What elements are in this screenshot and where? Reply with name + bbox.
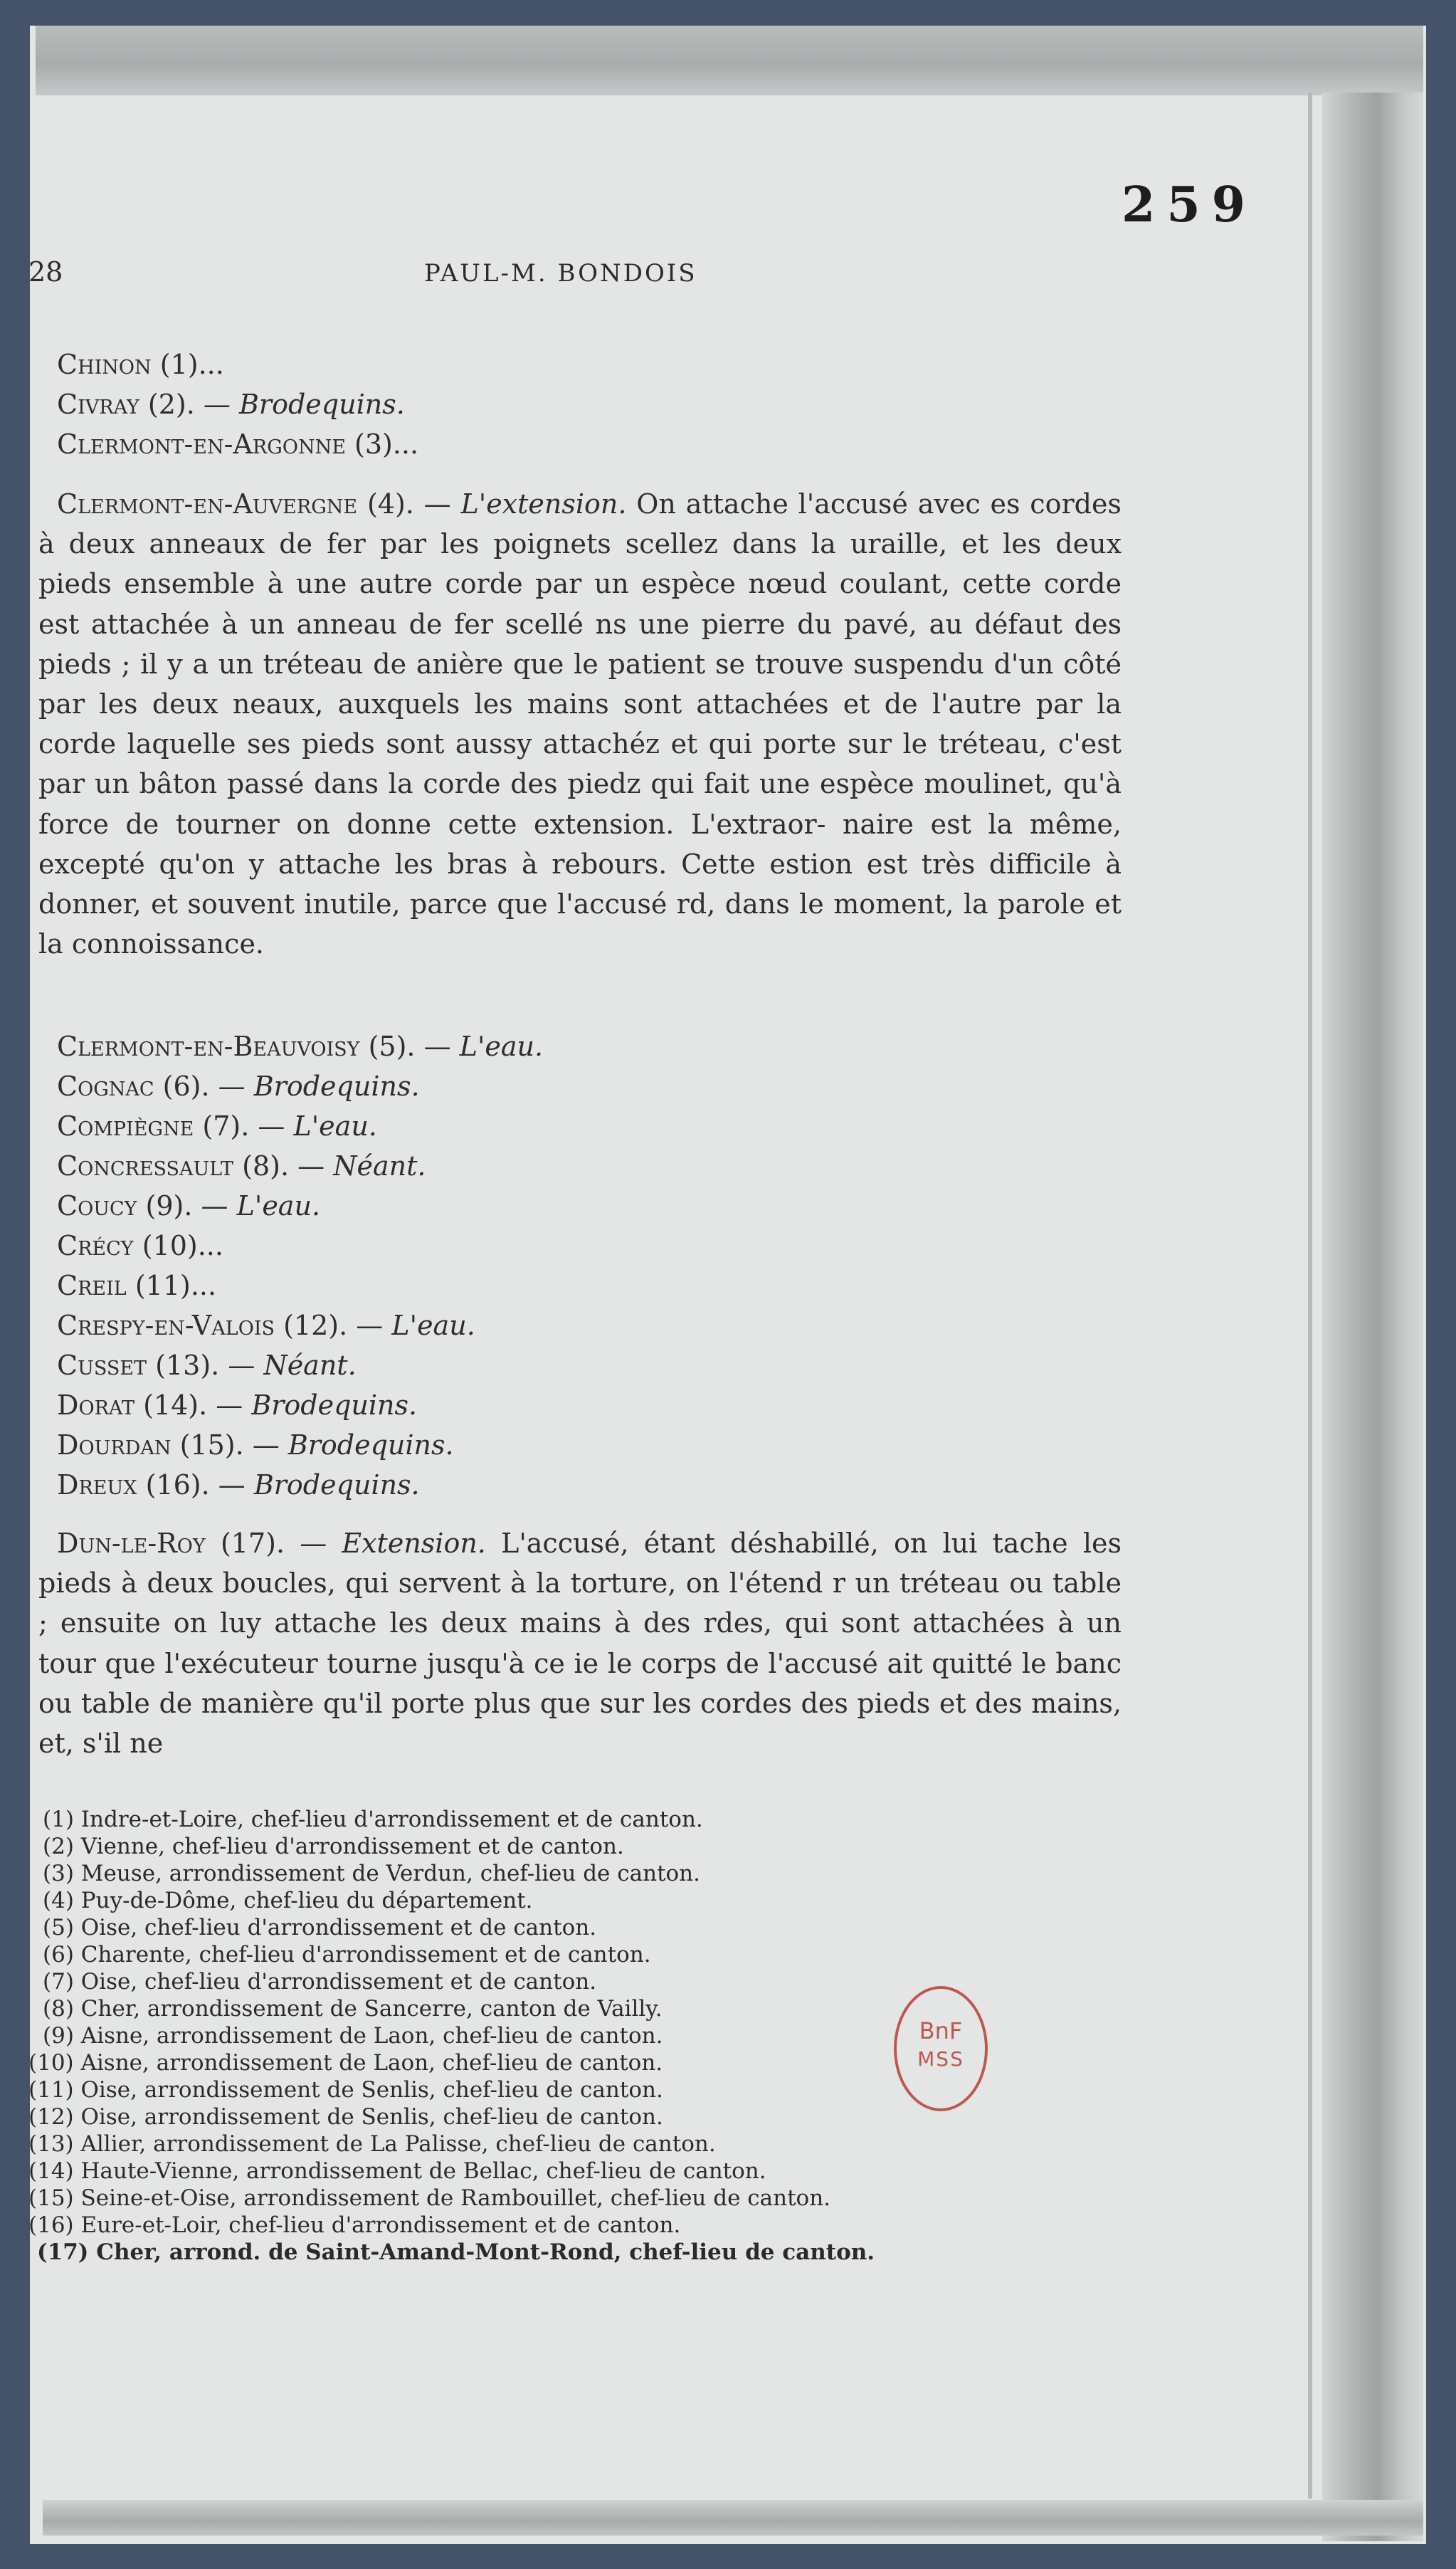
footnote: (11) Oise, arrondissement de Senlis, chef-lieu de canton. bbox=[28, 2077, 663, 2103]
entry-cognac bbox=[57, 1071, 420, 1102]
header-page-fragment: 28 bbox=[28, 256, 63, 288]
entry-place: Civray bbox=[57, 389, 139, 420]
footnote: (3) Meuse, arrondissement de Verdun, chef-lieu de canton. bbox=[43, 1861, 701, 1886]
entry-note: (11)... bbox=[134, 1270, 217, 1301]
entry-chinon bbox=[57, 349, 224, 380]
paragraph-body: L'accusé, étant déshabillé, on lui tache les pieds à deux boucles, qui servent à la torture, on l'étend r un tréteau ou table ; ensuite on luy attache les deux mains à des rdes, qui sont attachées à un tour que l'exécuteur tourne jusqu'à ce ie le corps de l'accusé ait quitté le banc ou table de manière qu'il porte plus que sur les cordes des pieds et des mains, et, s'il ne bbox=[38, 1528, 1122, 1760]
footnote: (5) Oise, chef-lieu d'arrondissement et de canton. bbox=[43, 1915, 597, 1940]
entry-note: (10)... bbox=[142, 1230, 223, 1261]
footnote: (9) Aisne, arrondissement de Laon, chef-lieu de canton. bbox=[43, 2023, 663, 2049]
entry-place: Compiègne bbox=[57, 1110, 194, 1142]
footnote: (7) Oise, chef-lieu d'arrondissement et de canton. bbox=[43, 1969, 597, 1995]
footnote: (10) Aisne, arrondissement de Laon, chef-lieu de canton. bbox=[28, 2050, 663, 2076]
scan-right-edge bbox=[1322, 93, 1423, 2541]
entry-coucy bbox=[57, 1190, 320, 1222]
entry-method: L'eau. bbox=[391, 1310, 475, 1341]
entry-place: Creil bbox=[57, 1270, 127, 1301]
entry-note: (15). — bbox=[179, 1429, 280, 1461]
paragraph-place: Clermont-en-Auvergne bbox=[57, 488, 358, 520]
entry-note: (1)... bbox=[159, 349, 224, 380]
paragraph-body: On attache l'accusé avec es cordes à deux anneaux de fer par les poignets scellez dans la uraille, et les deux pieds ensemble à une autre corde par un espèce nœud coulant, cette corde est attachée à un anneau de fer scellé ns une pierre du pavé, au défaut des pieds ; il y a un tréteau de anière que le patient se trouve suspendu d'un côté par les deux neaux, auxquels les mains sont attachées et de l'autre par la corde laquelle ses pieds sont aussy attachéz et qui porte sur le tréteau, c'est par un bâton passé dans la corde des piedz qui fait une espèce moulinet, qu'à force de tourner on donne cette extension. L'extraor- naire est la même, excepté qu'on y attache les bras à rebours. Cette estion est très difficile à donner, et souvent inutile, parce que l'accusé rd, dans le moment, la parole et la connoissance. bbox=[38, 488, 1122, 960]
entry-method: L'eau. bbox=[293, 1110, 377, 1142]
entry-compiegne bbox=[57, 1110, 377, 1142]
entry-clermont-beauvoisy bbox=[57, 1031, 543, 1062]
entry-place: Dourdan bbox=[57, 1429, 172, 1461]
footnote: (12) Oise, arrondissement de Senlis, chef-lieu de canton. bbox=[28, 2104, 663, 2130]
paragraph-note: (17). — bbox=[220, 1528, 327, 1559]
entry-note: (6). — bbox=[162, 1071, 246, 1102]
entry-place: Cognac bbox=[57, 1071, 154, 1102]
entry-method: Brodequins. bbox=[253, 1071, 420, 1102]
entry-note: (14). — bbox=[143, 1389, 243, 1421]
paragraph-method: L'extension. bbox=[460, 488, 627, 520]
entry-note: (12). — bbox=[283, 1310, 384, 1341]
scan-fold-line bbox=[1308, 93, 1312, 2499]
entry-note: (8). — bbox=[242, 1150, 325, 1182]
header-author: PAUL-M. BONDOIS bbox=[424, 259, 697, 288]
entry-place: Dreux bbox=[57, 1469, 137, 1501]
entry-dorat bbox=[57, 1389, 417, 1421]
entry-dourdan bbox=[57, 1429, 454, 1461]
entry-note: (13). — bbox=[155, 1350, 255, 1381]
entry-method: Néant. bbox=[333, 1150, 426, 1182]
footnote: (15) Seine-et-Oise, arrondissement de Rambouillet, chef-lieu de canton. bbox=[28, 2185, 831, 2211]
paragraph-place: Dun-le-Roy bbox=[57, 1528, 206, 1559]
entry-place: Crécy bbox=[57, 1230, 134, 1261]
entry-note: (5). — bbox=[368, 1031, 451, 1062]
entry-method: Brodequins. bbox=[253, 1469, 420, 1501]
bnf-mss-stamp bbox=[894, 1986, 988, 2111]
footnote: (4) Puy-de-Dôme, chef-lieu du département. bbox=[43, 1888, 533, 1913]
page-number: 259 bbox=[1122, 177, 1257, 233]
scan-bottom-edge bbox=[43, 2500, 1423, 2536]
entry-method: Néant. bbox=[263, 1350, 357, 1381]
entry-method: Brodequins. bbox=[251, 1389, 418, 1421]
entry-place: Clermont-en-Argonne bbox=[57, 429, 346, 460]
entry-note: (16). — bbox=[145, 1469, 246, 1501]
running-header bbox=[28, 256, 1167, 299]
entry-place: Clermont-en-Beauvoisy bbox=[57, 1031, 360, 1062]
entry-note: (3)... bbox=[354, 429, 419, 460]
footnote: (17) Cher, arrond. de Saint-Amand-Mont-Rond, chef-lieu de canton. bbox=[37, 2239, 875, 2265]
entry-crecy bbox=[57, 1230, 223, 1261]
entry-clermont-argonne bbox=[57, 429, 418, 460]
entry-method: L'eau. bbox=[459, 1031, 544, 1062]
footnote: (2) Vienne, chef-lieu d'arrondissement et de canton. bbox=[43, 1834, 624, 1859]
entry-method: Brodequins. bbox=[238, 389, 405, 420]
footnote: (1) Indre-et-Loire, chef-lieu d'arrondissement et de canton. bbox=[43, 1807, 703, 1832]
entry-place: Coucy bbox=[57, 1190, 137, 1222]
footnote: (16) Eure-et-Loir, chef-lieu d'arrondissement et de canton. bbox=[28, 2212, 681, 2238]
entry-cusset bbox=[57, 1350, 357, 1381]
entry-dreux bbox=[57, 1469, 420, 1501]
footnote: (14) Haute-Vienne, arrondissement de Bellac, chef-lieu de canton. bbox=[28, 2158, 766, 2184]
stamp-line-1: BnF bbox=[919, 2017, 963, 2044]
entry-civray bbox=[57, 389, 405, 420]
entry-note: (9). — bbox=[145, 1190, 228, 1222]
entry-note: (7). — bbox=[202, 1110, 285, 1142]
footnote: (8) Cher, arrondissement de Sancerre, canton de Vailly. bbox=[43, 1996, 663, 2022]
footnote: (13) Allier, arrondissement de La Palisse, chef-lieu de canton. bbox=[28, 2131, 716, 2157]
entry-place: Cusset bbox=[57, 1350, 147, 1381]
entry-place: Concressault bbox=[57, 1150, 234, 1182]
entry-place: Crespy-en-Valois bbox=[57, 1310, 275, 1341]
entry-method: L'eau. bbox=[236, 1190, 321, 1222]
entry-note: (2). — bbox=[147, 389, 231, 420]
entry-creil bbox=[57, 1270, 216, 1301]
paragraph-method: Extension. bbox=[342, 1528, 486, 1559]
footnote: (6) Charente, chef-lieu d'arrondissement et de canton. bbox=[43, 1942, 651, 1968]
paragraph-note: (4). — bbox=[366, 488, 451, 520]
paragraph-clermont-auvergne bbox=[38, 484, 1122, 964]
entry-method: Brodequins. bbox=[287, 1429, 454, 1461]
entry-place: Chinon bbox=[57, 349, 152, 380]
scan-top-edge bbox=[36, 26, 1423, 95]
entry-place: Dorat bbox=[57, 1389, 134, 1421]
paragraph-dun-le-roy bbox=[38, 1523, 1122, 1763]
entry-concressault bbox=[57, 1150, 426, 1182]
entry-crespy-en-valois bbox=[57, 1310, 475, 1341]
stamp-line-2: MSS bbox=[917, 2047, 964, 2071]
